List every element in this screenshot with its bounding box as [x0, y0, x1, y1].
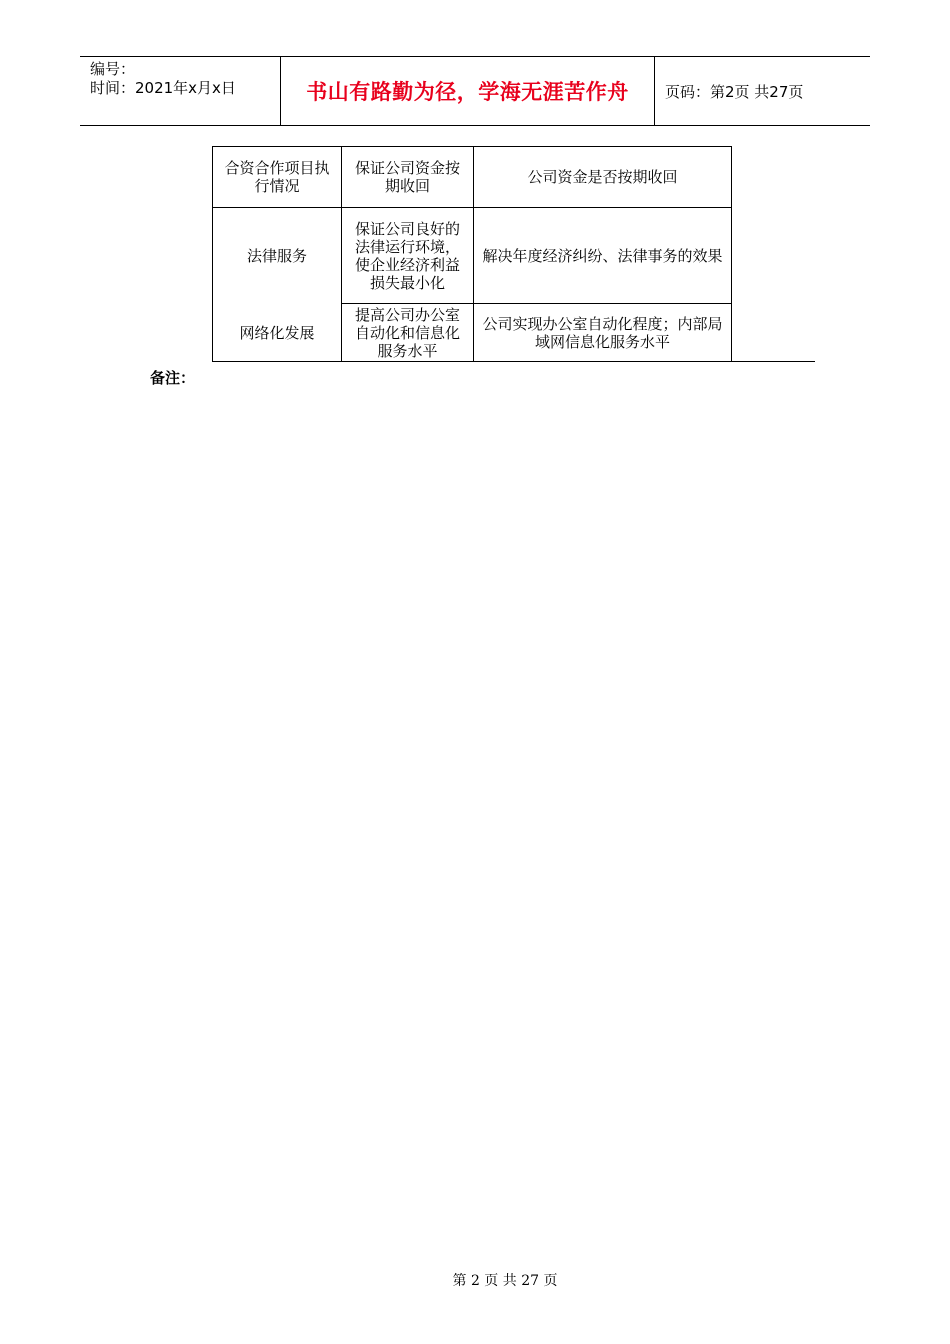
document-number-label: 编号： [90, 60, 136, 78]
table-cell: 公司实现办公室自动化程度；内部局域网信息化服务水平 [482, 315, 723, 351]
table-border-left [212, 146, 213, 362]
table-cell: 公司资金是否按期收回 [527, 168, 678, 186]
table-border-right [731, 146, 732, 362]
table-column-divider [473, 146, 474, 362]
table-column-divider [341, 146, 342, 362]
table-cell: 法律服务 [246, 247, 307, 265]
header-page-info: 页码：第2页 共27页 [665, 83, 804, 101]
table-row-divider [212, 207, 732, 208]
table-border-top [212, 146, 732, 147]
document-time-label: 时间：2021年x月x日 [90, 79, 236, 97]
page-footer: 第 2 页 共 27 页 [452, 1273, 558, 1289]
table-cell: 网络化发展 [239, 324, 315, 342]
header-meta [80, 57, 281, 125]
table-cell: 保证公司资金按期收回 [354, 159, 460, 195]
header-page-cell [655, 57, 870, 125]
note-label: 备注： [150, 369, 196, 387]
table-cell: 提高公司办公室自动化和信息化服务水平 [354, 306, 460, 360]
table-border-bottom [212, 361, 815, 362]
page-header [80, 56, 870, 126]
table-cell: 解决年度经济纠纷、法律事务的效果 [482, 247, 723, 265]
table-row-divider [341, 303, 732, 304]
header-motto: 书山有路勤为径，学海无涯苦作舟 [306, 80, 629, 104]
table-cell: 合资合作项目执行情况 [224, 159, 330, 195]
header-motto-cell [281, 57, 655, 125]
table-cell: 保证公司良好的法律运行环境，使企业经济利益损失最小化 [354, 220, 460, 292]
